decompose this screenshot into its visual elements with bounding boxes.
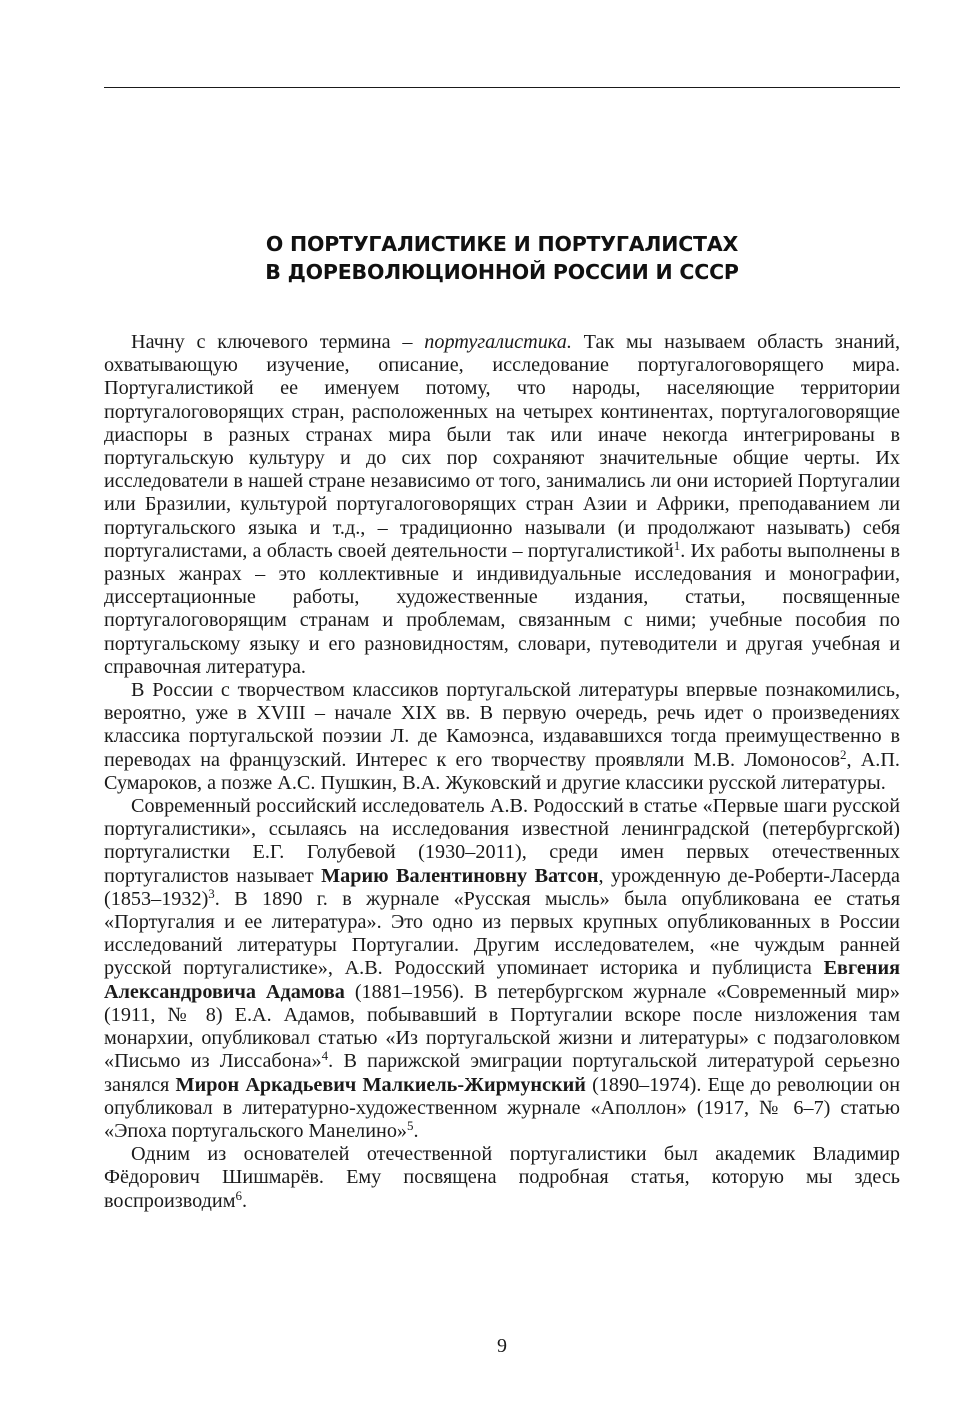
footnote-ref: 5	[407, 1117, 414, 1133]
text-run: Начну с ключевого термина –	[131, 331, 425, 353]
text-run: .	[241, 1189, 248, 1212]
chapter-title	[104, 230, 900, 286]
text-run: . Их работы выполнены в разных жанрах – это коллективные и индивидуальные исследования и монографии, диссертационные работы, художественные издания, статьи, посвященные португалоговорящим странам и проблемам, связанным с ними; учебные пособия по португальскому языку и его разновидностям, словари, путеводители и другая учебная и справочная литература.	[104, 539, 900, 678]
person-name: Марию Валентиновну Ватсон	[321, 864, 599, 887]
footnote-ref: 2	[839, 746, 847, 762]
paragraph-1	[104, 331, 900, 679]
person-name: Евгения Александровича Адамова	[104, 957, 900, 1003]
text-run: . В парижской эмиграции португальской литературой серьезно занялся	[104, 1050, 900, 1096]
chapter-title-line-1: О ПОРТУГАЛИСТИКЕ И ПОРТУГАЛИСТАХ	[265, 232, 739, 256]
text-run: , урожденную де-Роберти-Ласерда (1853–1932)	[104, 864, 901, 910]
page-number: 9	[497, 1335, 507, 1357]
footnote-ref: 6	[235, 1187, 242, 1203]
text-run: Так мы называем область знаний, охватывающую изучение, описание, исследование португалоговорящего мира. Португалистикой ее именуем потому, что народы, населяющие территории португалоговорящих стран, расположенных на четырех континентах, португалоговорящие диаспоры в разных странах мира были так или иначе некогда интегрированы в португальскую культуру и до сих пор сохраняют значительные общие черты. Их исследователи в нашей стране независимо от того, занимались ли они историей Португалии или Бразилии, культурой португалоговорящих стран Азии и Африки, преподаванием ли португальского языка и т.д., – традиционно называли (и продолжают называть) себя португалистами, а область своей деятельности – португалистикой	[104, 331, 900, 562]
paragraph-4	[104, 1143, 900, 1213]
text-run: Одним из основателей отечественной португалистики был академик Владимир Фёдорович Шишмарёв. Ему посвящена подробная статья, которую мы здесь воспроизводим	[104, 1143, 900, 1212]
text-run: .	[413, 1119, 419, 1142]
italic-term: португалистика.	[424, 331, 572, 353]
body-text	[104, 331, 900, 1213]
paragraph-3	[104, 795, 900, 1143]
footnote-ref: 4	[321, 1048, 329, 1064]
text-run: В России с творчеством классиков португальской литературы впервые познакомились, вероятно, уже в XVIII – начале XIX вв. В первую очередь, речь идет о произведениях классика португальской поэзии Л. де Камоэнса, издававшихся тогда преимущественно в переводах на французский. Интерес к его творчеству проявляли М.В. Ломоносов	[104, 679, 900, 771]
paragraph-2	[104, 679, 900, 795]
person-name: Мирон Аркадьевич Малкиель-Жирмунский	[175, 1073, 586, 1096]
text-run: (1890–1974). Еще до революции он опубликовал в литературно-художественном журнале «Аполлон» (1917, № 6–7) статью «Эпоха португальского Манелино»	[104, 1073, 901, 1142]
text-run: . В 1890 г. в журнале «Русская мысль» была опубликована ее статья «Португалия и ее литература». Это одно из первых крупных опубликованных в России исследований литературы Португалии. Другим исследователем, «не чуждым ранней русской португалистике», А.В. Родосский упоминает историка и публициста	[104, 887, 900, 980]
text-run: (1881–1956). В петербургском журнале «Современный мир» (1911, № 8) Е.А. Адамов, побывавший в Португалии вскоре после низложения там монархии, опубликовал статью «Из португальской жизни и литературы» с подзаголовком «Письмо из Лиссабона»	[104, 980, 900, 1073]
text-run: Современный российский исследователь А.В. Родосский в статье «Первые шаги русской португалистики», ссылаясь на исследования известной ленинградской (петербургской) португалистки Е.Г. Голубевой (1930–2011), среди имен первых отечественных португалистов называет	[104, 795, 900, 887]
text-run: , А.П. Сумароков, а позже А.С. Пушкин, В.А. Жуковский и другие классики русской литературы.	[104, 748, 900, 794]
chapter-title-line-2: В ДОРЕВОЛЮЦИОННОЙ РОССИИ И СССР	[265, 260, 739, 284]
header-rule	[104, 87, 900, 88]
footnote-ref: 3	[208, 885, 215, 901]
footnote-ref: 1	[673, 537, 681, 553]
